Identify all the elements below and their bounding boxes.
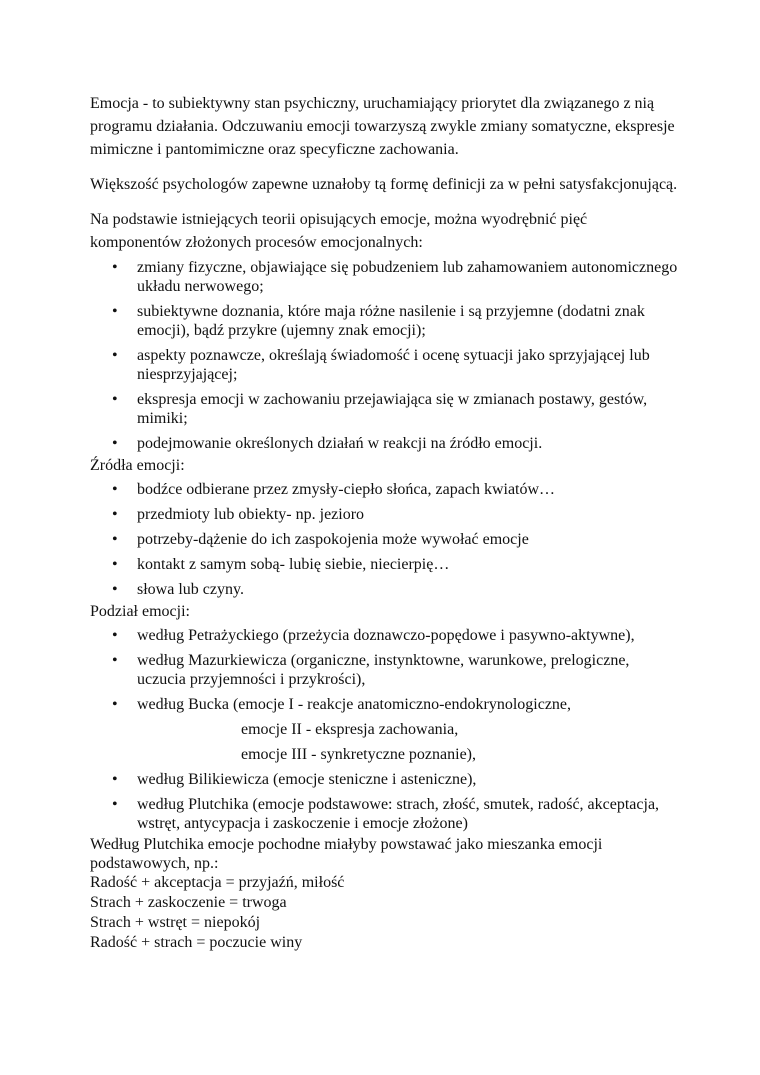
list-item: • aspekty poznawcze, określają świadomość i ocenę sytuacji jako sprzyjającej lub niesprzyjającej; — [112, 347, 650, 383]
list-item: • słowa lub czyny. — [112, 581, 244, 598]
division-list — [90, 626, 680, 833]
components-intro-paragraph: Na podstawie istniejących teorii opisujących emocje, można wyodrębnić pięć komponentów złożonych procesów emocjonalnych: — [90, 211, 588, 251]
list-item: • bodźce odbierane przez zmysły-ciepło słońca, zapach kwiatów… — [112, 481, 556, 498]
list-item: • ekspresja emocji w zachowaniu przejawiająca się w zmianach postawy, gestów, mimiki; — [112, 391, 648, 427]
list-item: • według Plutchika (emocje podstawowe: strach, złość, smutek, radość, akceptacja, wstręt, antycypacja i zaskoczenie i emocje złożone) — [112, 796, 660, 832]
list-item: • według Mazurkiewicza (organiczne, instynktowne, warunkowe, prelogiczne, uczucia przyjemności i przykrości), — [112, 652, 630, 688]
bullet-icon: • — [112, 796, 118, 813]
bullet-icon: • — [112, 652, 118, 669]
definition-paragraph: Emocja - to subiektywny stan psychiczny, uruchamiający priorytet dla związanego z nią programu działania. Odczuwaniu emocji towarzyszą zwykle zmiany somatyczne, ekspresje mimiczne i pantomimiczne oraz specyficzne zachowania. — [90, 95, 675, 158]
bullet-icon: • — [112, 347, 118, 364]
list-item: • przedmioty lub obiekty- np. jezioro — [112, 506, 365, 523]
list-item: • zmiany fizyczne, objawiające się pobudzeniem lub zahamowaniem autonomicznego układu nerwowego; — [112, 259, 678, 295]
bullet-icon: • — [112, 556, 118, 573]
formula-line: Radość + strach = poczucie winy — [90, 934, 303, 951]
buck-continuation-line: emocje II - ekspresja zachowania, — [241, 721, 459, 738]
bullet-icon: • — [112, 303, 118, 320]
bullet-icon: • — [112, 391, 118, 408]
bullet-icon: • — [112, 627, 118, 644]
plutchik-intro-paragraph: Według Plutchika emocje pochodne miałyby powstawać jako mieszanka emocji podstawowych, np.: — [90, 836, 603, 872]
sources-list — [90, 480, 680, 599]
formula-line: Radość + akceptacja = przyjaźń, miłość — [90, 874, 345, 891]
bullet-icon: • — [112, 696, 118, 713]
division-heading: Podział emocji: — [90, 603, 190, 620]
components-list — [90, 258, 680, 453]
sources-heading: Źródła emocji: — [90, 457, 185, 474]
list-item: • podejmowanie określonych działań w reakcji na źródło emocji. — [112, 435, 543, 452]
document-page — [90, 92, 680, 953]
formula-line: Strach + zaskoczenie = trwoga — [90, 894, 287, 911]
bullet-icon: • — [112, 259, 118, 276]
bullet-icon: • — [112, 771, 118, 788]
list-item: • subiektywne doznania, które maja różne nasilenie i są przyjemne (dodatni znak emocji), bądź przykre (ujemny znak emocji); — [112, 303, 645, 339]
list-item: • według Petrażyckiego (przeżycia doznawczo-popędowe i pasywno-aktywne), — [112, 627, 635, 644]
list-item: • potrzeby-dążenie do ich zaspokojenia może wywołać emocje — [112, 531, 529, 548]
buck-continuation-line: emocje III - synkretyczne poznanie), — [241, 746, 476, 763]
bullet-icon: • — [112, 481, 118, 498]
list-item: • według Bilikiewicza (emocje steniczne i asteniczne), — [112, 771, 477, 788]
comment-paragraph: Większość psychologów zapewne uznałoby tą formę definicji za w pełni satysfakcjonującą. — [90, 176, 678, 193]
formula-line: Strach + wstręt = niepokój — [90, 914, 261, 931]
bullet-icon: • — [112, 506, 118, 523]
list-item: • kontakt z samym sobą- lubię siebie, niecierpię… — [112, 556, 450, 573]
bullet-icon: • — [112, 531, 118, 548]
list-item: • według Bucka (emocje I - reakcje anatomiczno-endokrynologiczne, emocje II - ekspresja zachowania, emocje III - synkretyczne poznanie), — [90, 695, 680, 764]
bullet-icon: • — [112, 581, 118, 598]
bullet-icon: • — [112, 435, 118, 452]
